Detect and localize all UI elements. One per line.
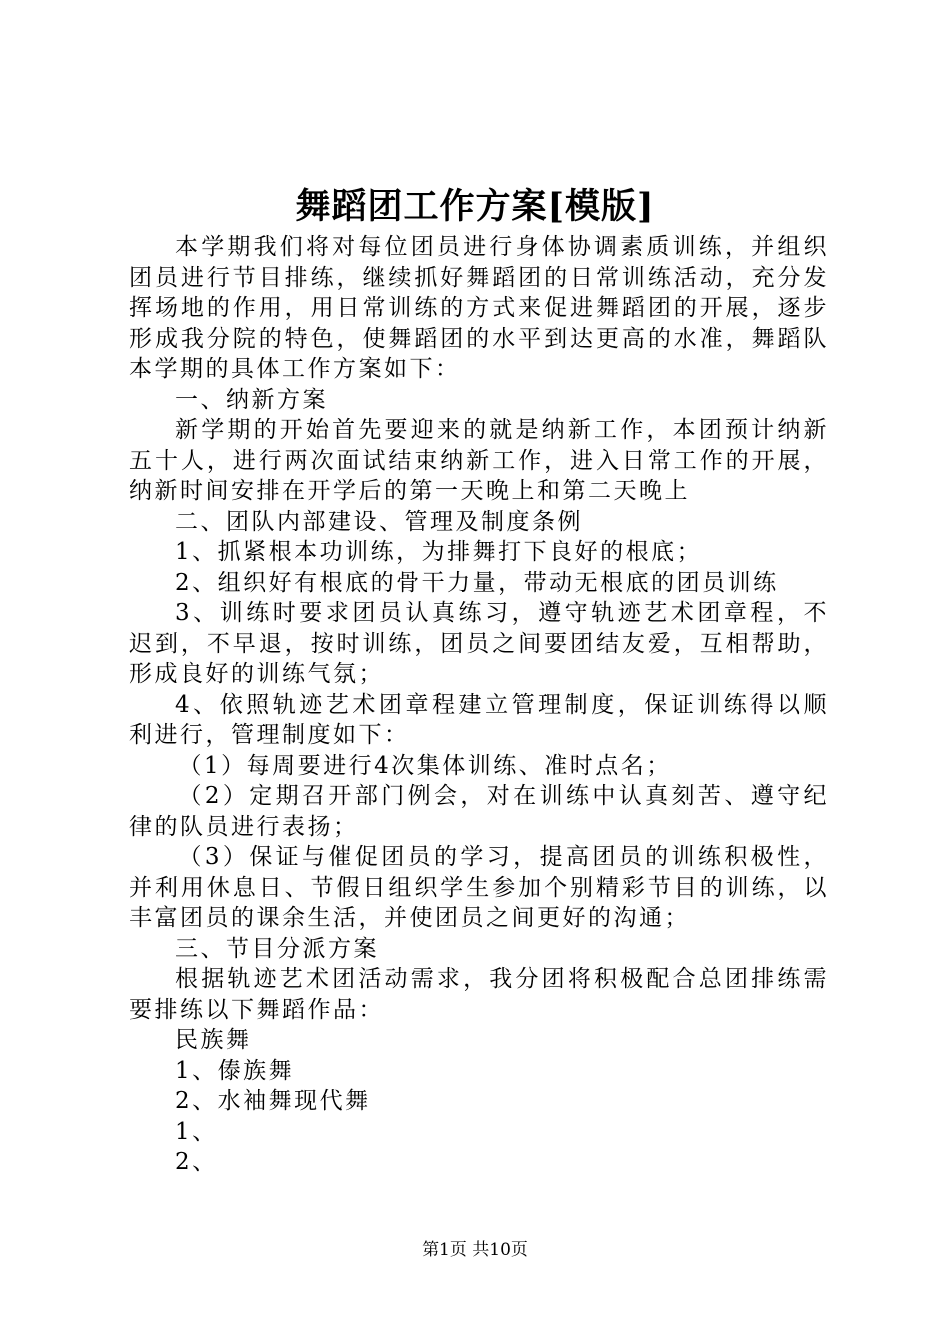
rule-item-3: （3）保证与催促团员的学习，提高团员的训练积极性，并利用休息日、节假日组织学生参加个别精彩节目的训练，以丰富团员的课余生活，并使团员之间更好的沟通； xyxy=(129,844,829,931)
section-heading-management: 二、团队内部建设、管理及制度条例 xyxy=(175,508,583,535)
section-heading-programs: 三、节目分派方案 xyxy=(175,935,379,962)
management-item-1: 1、抓紧根本功训练，为排舞打下良好的根底； xyxy=(175,539,703,565)
modern-dance-item-1: 1、 xyxy=(175,1118,218,1145)
rule-item-1: （1）每周要进行4次集体训练、准时点名； xyxy=(178,752,672,779)
document-title: 舞蹈团工作方案[模版] xyxy=(295,186,655,227)
recruitment-paragraph: 新学期的开始首先要迎来的就是纳新工作，本团预计纳新五十人，进行两次面试结束纳新工作，进入日常工作的开展，纳新时间安排在开学后的第一天晚上和第二天晚上 xyxy=(129,417,829,504)
folk-dance-item-1: 1、傣族舞 xyxy=(175,1057,295,1084)
rule-item-2: （2）定期召开部门例会，对在训练中认真刻苦、遵守纪律的队员进行表扬； xyxy=(129,783,829,840)
management-item-4: 4、依照轨迹艺术团章程建立管理制度，保证训练得以顺利进行，管理制度如下： xyxy=(129,691,829,748)
intro-paragraph: 本学期我们将对每位团员进行身体协调素质训练，并组织团员进行节目排练，继续抓好舞蹈团的日常训练活动，充分发挥场地的作用，用日常训练的方式来促进舞蹈团的开展，逐步形成我分院的特色，使舞蹈团的水平到达更高的水准，舞蹈队本学期的具体工作方案如下： xyxy=(129,234,829,382)
modern-dance-item-2: 2、 xyxy=(175,1149,218,1175)
programs-paragraph: 根据轨迹艺术团活动需求，我分团将积极配合总团排练需要排练以下舞蹈作品： xyxy=(129,966,829,1023)
folk-dance-item-2: 2、水袖舞现代舞 xyxy=(175,1088,371,1114)
document-body xyxy=(129,232,829,1178)
management-item-2: 2、组织好有根底的骨干力量，带动无根底的团员训练 xyxy=(175,569,779,596)
management-item-3: 3、训练时要求团员认真练习，遵守轨迹艺术团章程，不迟到，不早退，按时训练，团员之间要团结友爱，互相帮助，形成良好的训练气氛； xyxy=(129,600,829,687)
list-heading-folk-dance: 民族舞 xyxy=(175,1027,252,1053)
section-heading-recruitment: 一、纳新方案 xyxy=(175,386,328,413)
page-number-footer: 第1页 共10页 xyxy=(422,1240,528,1260)
